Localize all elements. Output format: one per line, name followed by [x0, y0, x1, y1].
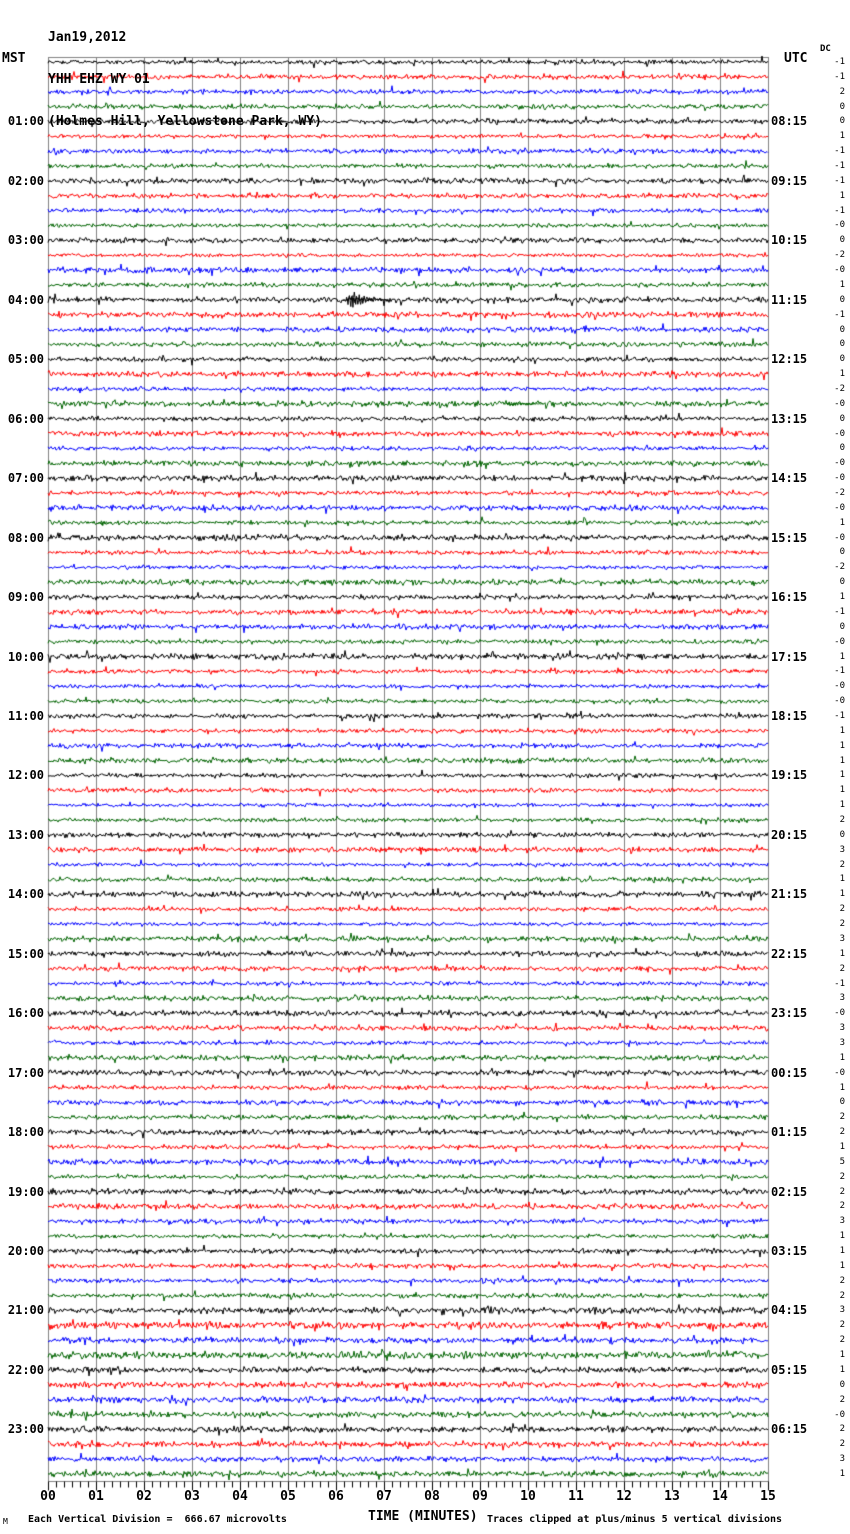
hour-label-right: 04:15: [771, 1303, 808, 1318]
dc-offset-value: 2: [839, 1127, 845, 1138]
x-tick-label: 08: [424, 1489, 440, 1504]
dc-offset-value: 1: [839, 517, 845, 528]
hour-label-right: 18:15: [771, 708, 808, 723]
hour-label-right: 03:15: [771, 1244, 808, 1259]
right-timezone-label: UTC: [784, 51, 808, 66]
dc-offset-value: -0: [834, 265, 845, 276]
x-tick-label: 00: [40, 1489, 56, 1504]
dc-offset-value: 1: [839, 1364, 845, 1375]
dc-offset-value: 0: [839, 324, 845, 335]
hour-label-left: 17:00: [7, 1065, 44, 1080]
dc-offset-value: -0: [834, 532, 845, 543]
x-tick-label: 10: [520, 1489, 536, 1504]
hour-label-right: 00:15: [771, 1065, 808, 1080]
x-tick-label: 03: [184, 1489, 200, 1504]
dc-offset-value: 0: [839, 547, 845, 558]
hour-label-right: 14:15: [771, 471, 808, 486]
dc-offset-value: -0: [834, 458, 845, 469]
hour-label-left: 05:00: [7, 352, 44, 367]
hour-label-right: 09:15: [771, 173, 808, 188]
dc-offset-value: -1: [834, 666, 845, 677]
title-location: (Holmes Hill, Yellowstone Park, WY): [48, 114, 322, 129]
dc-offset-value: -0: [834, 681, 845, 692]
dc-offset-value: 0: [839, 621, 845, 632]
dc-offset-value: 2: [839, 1201, 845, 1212]
dc-offset-value: -2: [834, 562, 845, 573]
hour-label-right: 22:15: [771, 946, 808, 961]
dc-offset-value: 1: [839, 1141, 845, 1152]
hour-label-left: 15:00: [7, 946, 44, 961]
dc-offset-value: -0: [834, 473, 845, 484]
hour-label-right: 21:15: [771, 887, 808, 902]
dc-offset-value: 1: [839, 1260, 845, 1271]
x-tick-label: 07: [376, 1489, 392, 1504]
dc-column-label: DC: [820, 44, 831, 54]
dc-offset-value: 3: [839, 1454, 845, 1465]
hour-label-left: 07:00: [7, 471, 44, 486]
x-tick-label: 14: [712, 1489, 728, 1504]
dc-offset-value: 3: [839, 993, 845, 1004]
hour-label-left: 11:00: [7, 708, 44, 723]
dc-offset-value: -1: [834, 606, 845, 617]
dc-offset-value: -0: [834, 636, 845, 647]
hour-label-right: 13:15: [771, 411, 808, 426]
dc-offset-value: 1: [839, 279, 845, 290]
dc-offset-value: 3: [839, 1216, 845, 1227]
hour-label-left: 10:00: [7, 649, 44, 664]
hour-label-right: 17:15: [771, 649, 808, 664]
dc-offset-value: 1: [839, 725, 845, 736]
dc-offset-value: 0: [839, 1097, 845, 1108]
hour-label-right: 08:15: [771, 114, 808, 129]
hour-label-left: 03:00: [7, 233, 44, 248]
title-date: Jan19,2012: [48, 30, 127, 45]
dc-offset-value: 0: [839, 339, 845, 350]
dc-offset-value: 5: [839, 1156, 845, 1167]
dc-offset-value: 2: [839, 1394, 845, 1405]
hour-label-right: 12:15: [771, 352, 808, 367]
dc-offset-value: 0: [839, 413, 845, 424]
left-timezone-label: MST: [2, 51, 26, 66]
x-tick-label: 12: [616, 1489, 632, 1504]
dc-offset-value: -0: [834, 1008, 845, 1019]
dc-offset-value: 1: [839, 1350, 845, 1361]
dc-offset-value: -0: [834, 1409, 845, 1420]
dc-offset-value: 0: [839, 577, 845, 588]
dc-offset-value: 1: [839, 770, 845, 781]
dc-offset-value: 0: [839, 829, 845, 840]
dc-offset-value: -1: [834, 309, 845, 320]
hour-label-left: 12:00: [7, 768, 44, 783]
dc-offset-value: 1: [839, 1082, 845, 1093]
dc-offset-value: 3: [839, 1305, 845, 1316]
dc-offset-value: 3: [839, 1023, 845, 1034]
dc-offset-value: 2: [839, 904, 845, 915]
dc-offset-value: -0: [834, 502, 845, 513]
hour-label-left: 09:00: [7, 590, 44, 605]
x-tick-label: 09: [472, 1489, 488, 1504]
x-axis-title: TIME (MINUTES): [368, 1509, 478, 1524]
dc-offset-value: -1: [834, 57, 845, 67]
dc-offset-value: -1: [834, 710, 845, 721]
dc-offset-value: -0: [834, 428, 845, 439]
dc-offset-value: 1: [839, 369, 845, 380]
hour-label-left: 02:00: [7, 173, 44, 188]
dc-offset-value: 2: [839, 1290, 845, 1301]
dc-offset-value: -1: [834, 205, 845, 216]
hour-label-left: 06:00: [7, 411, 44, 426]
dc-offset-value: 1: [839, 785, 845, 796]
hour-label-left: 22:00: [7, 1362, 44, 1377]
hour-label-left: 23:00: [7, 1422, 44, 1437]
hour-label-left: 20:00: [7, 1244, 44, 1259]
dc-offset-value: -1: [834, 175, 845, 186]
dc-offset-value: 3: [839, 1037, 845, 1048]
dc-offset-value: 0: [839, 101, 845, 112]
dc-offset-value: -2: [834, 383, 845, 394]
dc-offset-value: 2: [839, 919, 845, 930]
dc-offset-value: 1: [839, 1231, 845, 1242]
hour-label-left: 16:00: [7, 1006, 44, 1021]
dc-offset-value: -1: [834, 71, 845, 82]
hour-label-left: 13:00: [7, 827, 44, 842]
hour-label-right: 19:15: [771, 768, 808, 783]
x-tick-label: 15: [760, 1489, 776, 1504]
dc-offset-value: 0: [839, 1379, 845, 1390]
dc-offset-value: 2: [839, 1186, 845, 1197]
hour-label-right: 23:15: [771, 1006, 808, 1021]
dc-offset-value: 2: [839, 815, 845, 825]
scale-note: Each Vertical Division = 666.67 microvolts: [28, 1514, 287, 1525]
dc-offset-value: -1: [834, 978, 845, 989]
dc-offset-value: -2: [834, 250, 845, 261]
dc-offset-value: -0: [834, 398, 845, 409]
dc-offset-value: 3: [839, 933, 845, 944]
dc-offset-value: 1: [839, 592, 845, 603]
dc-offset-value: -0: [834, 220, 845, 231]
hour-label-left: 08:00: [7, 530, 44, 545]
hour-label-right: 01:15: [771, 1125, 808, 1140]
dc-offset-value: 1: [839, 800, 845, 811]
hour-label-right: 11:15: [771, 292, 808, 307]
dc-offset-value: 1: [839, 651, 845, 662]
title-block: [48, 3, 322, 157]
dc-offset-value: 1: [839, 1052, 845, 1063]
corner-mark: M: [3, 1517, 8, 1526]
x-tick-label: 01: [88, 1489, 104, 1504]
dc-offset-value: 0: [839, 235, 845, 246]
dc-offset-value: 2: [839, 86, 845, 97]
dc-offset-value: -0: [834, 1067, 845, 1078]
dc-offset-value: 1: [839, 1246, 845, 1257]
x-tick-label: 11: [568, 1489, 584, 1504]
x-tick-label: 02: [136, 1489, 152, 1504]
dc-offset-value: 2: [839, 1439, 845, 1450]
x-tick-label: 05: [280, 1489, 296, 1504]
hour-label-left: 19:00: [7, 1184, 44, 1199]
dc-offset-value: 1: [839, 889, 845, 900]
dc-offset-value: 2: [839, 1112, 845, 1123]
hour-label-right: 06:15: [771, 1422, 808, 1437]
hour-label-left: 21:00: [7, 1303, 44, 1318]
dc-offset-value: 2: [839, 1424, 845, 1435]
x-tick-label: 06: [328, 1489, 344, 1504]
dc-offset-value: 1: [839, 1468, 845, 1479]
dc-offset-value: 2: [839, 1335, 845, 1346]
hour-label-right: 16:15: [771, 590, 808, 605]
dc-offset-value: 0: [839, 294, 845, 305]
title-station: YHH EHZ WY 01: [48, 72, 150, 87]
hour-label-left: 14:00: [7, 887, 44, 902]
hour-label-left: 18:00: [7, 1125, 44, 1140]
dc-offset-value: 2: [839, 963, 845, 974]
dc-offset-value: -2: [834, 488, 845, 499]
dc-offset-value: 2: [839, 1171, 845, 1182]
dc-offset-value: 2: [839, 1320, 845, 1331]
dc-offset-value: 1: [839, 874, 845, 885]
x-tick-label: 04: [232, 1489, 248, 1504]
dc-offset-value: 0: [839, 354, 845, 365]
x-tick-label: 13: [664, 1489, 680, 1504]
dc-offset-value: 1: [839, 948, 845, 959]
hour-label-right: 02:15: [771, 1184, 808, 1199]
clip-note: Traces clipped at plus/minus 5 vertical divisions: [487, 1514, 783, 1525]
dc-offset-value: 1: [839, 740, 845, 751]
dc-offset-value: 2: [839, 1275, 845, 1286]
dc-offset-value: -1: [834, 146, 845, 157]
dc-offset-value: 1: [839, 190, 845, 201]
dc-offset-value: 1: [839, 131, 845, 142]
hour-label-right: 15:15: [771, 530, 808, 545]
dc-offset-value: 1: [839, 755, 845, 766]
hour-label-right: 10:15: [771, 233, 808, 248]
hour-label-left: 01:00: [7, 114, 44, 129]
dc-offset-value: 2: [839, 859, 845, 870]
dc-offset-value: -0: [834, 696, 845, 707]
hour-label-right: 05:15: [771, 1362, 808, 1377]
hour-label-right: 20:15: [771, 827, 808, 842]
dc-offset-value: 0: [839, 116, 845, 127]
hour-label-left: 04:00: [7, 292, 44, 307]
dc-offset-value: 0: [839, 443, 845, 454]
dc-offset-value: 3: [839, 844, 845, 855]
dc-offset-value: -1: [834, 161, 845, 172]
